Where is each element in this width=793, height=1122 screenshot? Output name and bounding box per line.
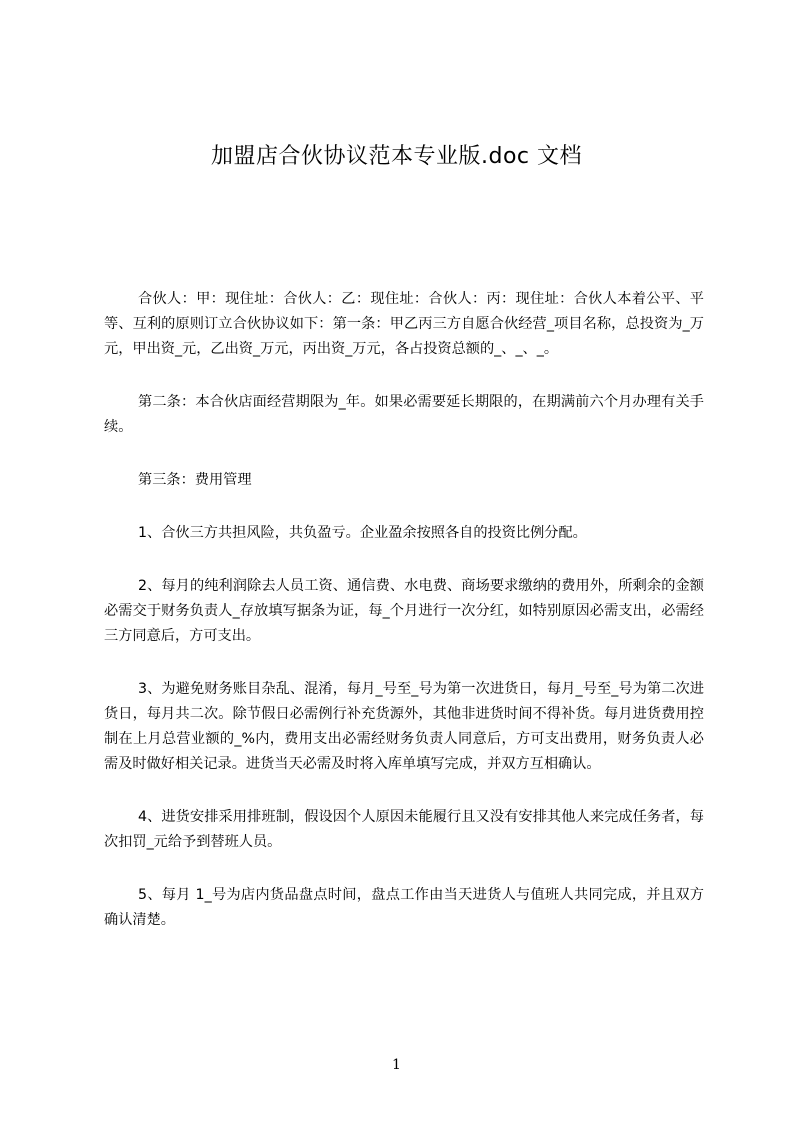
paragraph-item-2: 2、每月的纯利润除去人员工资、通信费、水电费、商场要求缴纳的费用外，所剩余的金额必需交于财务负责人_存放填写据条为证，每_个月进行一次分红，如特别原因必需支出，必需经三方同意后，方可支出。 [104,578,704,644]
document-title: 加盟店合伙协议范本专业版.doc 文档 [210,144,582,169]
paragraph-article-2: 第二条：本合伙店面经营期限为_年。如果必需要延长期限的，在期满前六个月办理有关手续。 [104,394,704,435]
paragraph-item-4: 4、进货安排采用排班制，假设因个人原因未能履行且又没有安排其他人来完成任务者，每次扣罚_元给予到替班人员。 [104,809,704,850]
paragraph-item-1: 1、合伙三方共担风险，共负盈亏。企业盈余按照各自的投资比例分配。 [138,525,587,541]
paragraph-partners: 合伙人：甲：现住址：合伙人：乙：现住址：合伙人：丙：现住址：合伙人本着公平、平等、互利的原则订立合伙协议如下：第一条：甲乙丙三方自愿合伙经营_项目名称，总投资为_万元，甲出资_元，乙出资_万元，丙出资_万元，各占投资总额的_、_、_。 [104,291,704,357]
page-number: 1 [392,1057,401,1073]
paragraph-item-5: 5、每月 1_号为店内货品盘点时间，盘点工作由当天进货人与值班人共同完成，并且双方确认清楚。 [104,887,704,928]
document-body [104,287,704,961]
paragraph-article-3-heading: 第三条：费用管理 [138,472,252,488]
paragraph-item-3: 3、为避免财务账目杂乱、混淆，每月_号至_号为第一次进货日，每月_号至_号为第二次进货日，每月共二次。除节假日必需例行补充货源外，其他非进货时间不得补货。每月进货费用控制在上月总营业额的_%内，费用支出必需经财务负责人同意后，方可支出费用，财务负责人必需及时做好相关记录。进货当天必需及时将入库单填写完成，并双方互相确认。 [104,681,704,772]
